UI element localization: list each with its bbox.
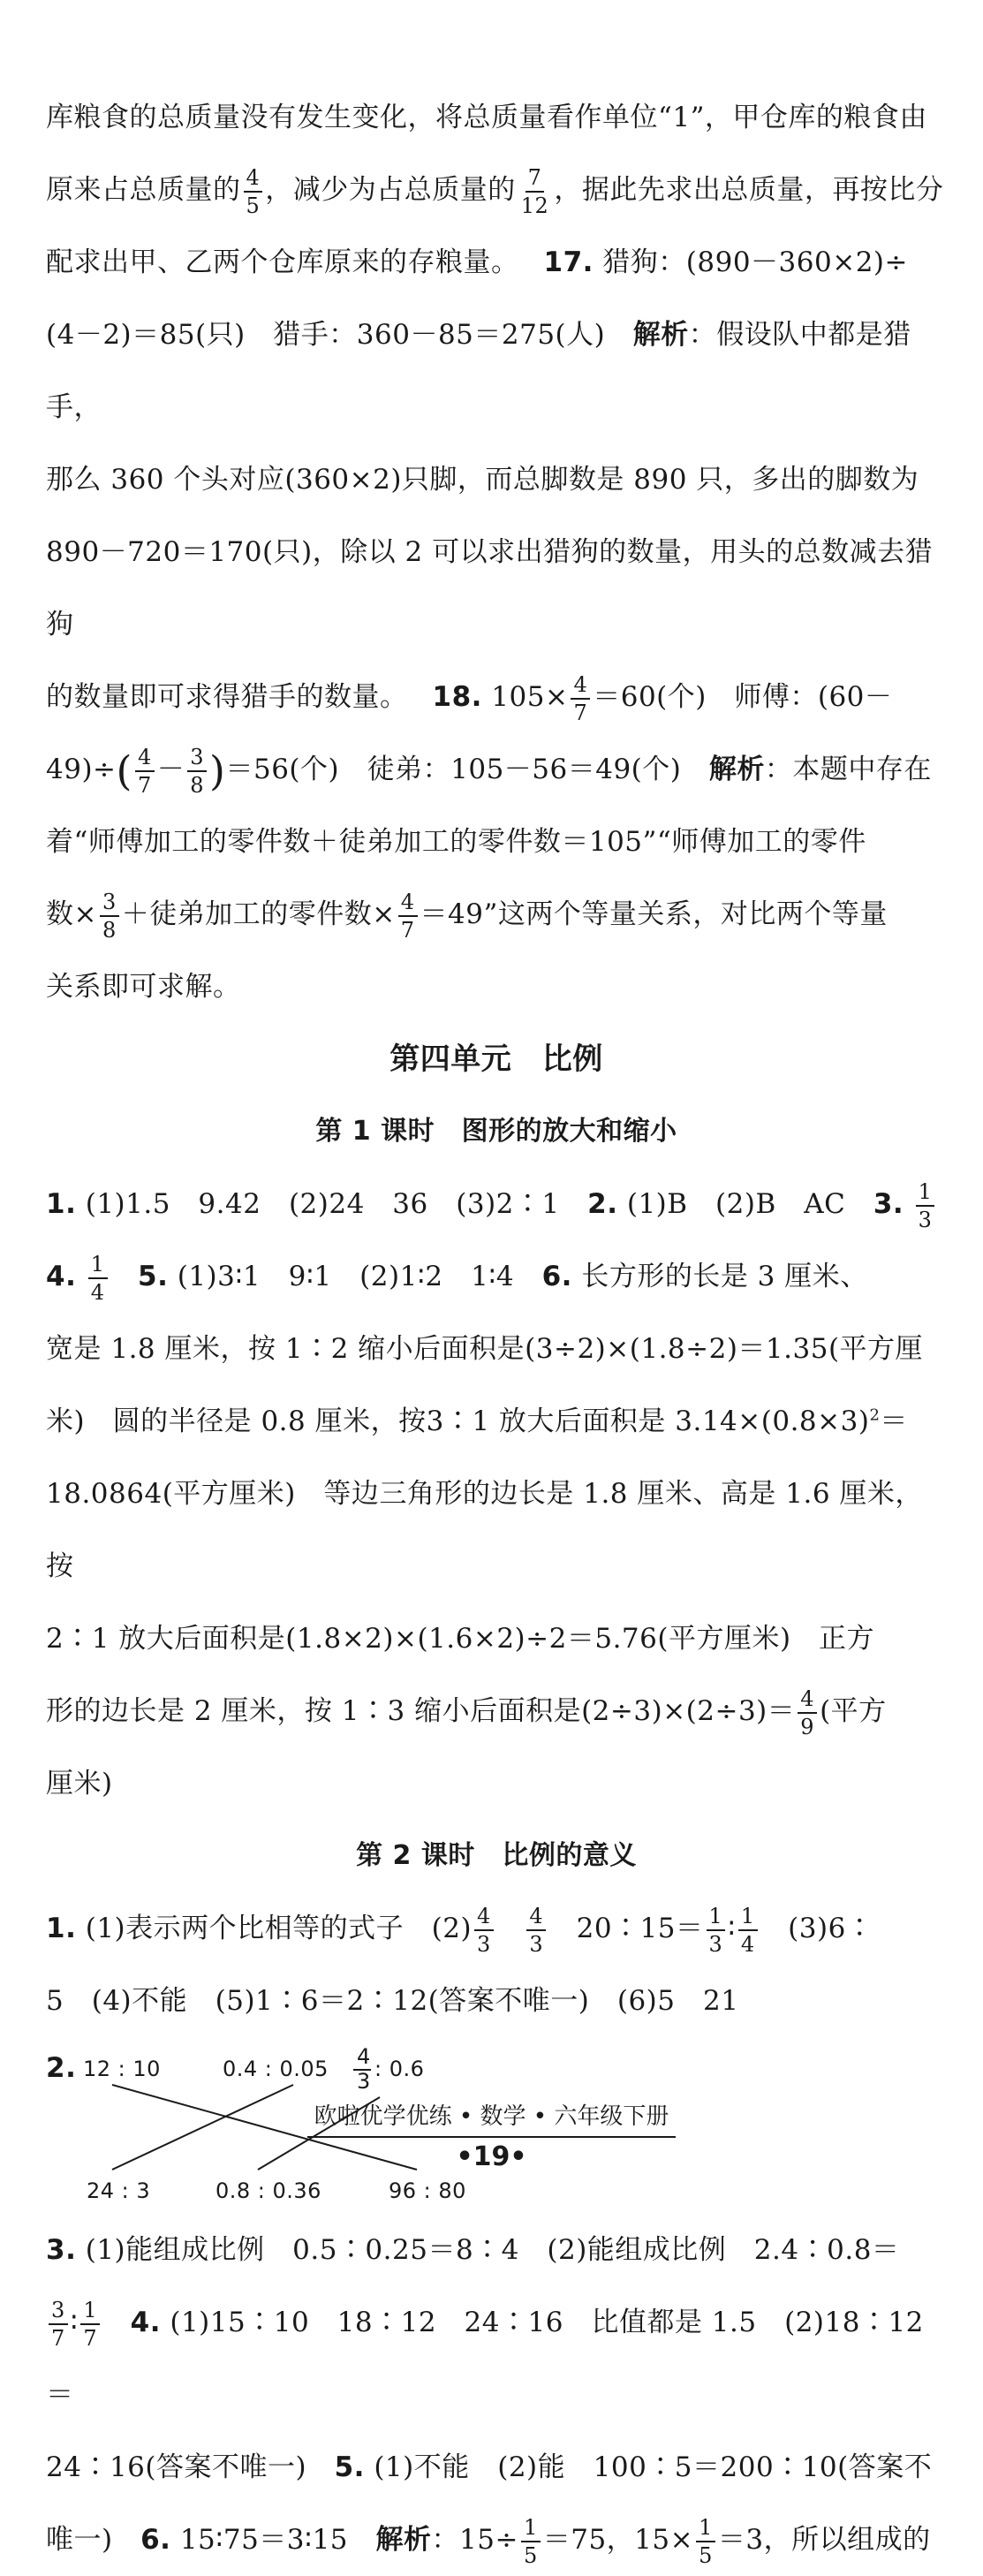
question-number: 2. bbox=[46, 2052, 77, 2084]
question-number: 17. bbox=[543, 246, 594, 278]
ratio-top-3-num: 4 bbox=[357, 2044, 371, 2069]
fraction: $\frac{1}{4}$ bbox=[738, 1903, 758, 1958]
text-line: (4－2)＝85(只) 猎手：360－85＝275(人) 解析：假设队中都是猎手， bbox=[46, 319, 911, 423]
text-line: 形的边长是 2 厘米，按 1∶3 缩小后面积是(2÷3)×(2÷3)＝ $\frac{4}{9}$ (平方 bbox=[46, 1686, 887, 1739]
text-line: 3. (1)能组成比例 0.5∶0.25＝8∶4 (2)能组成比例 2.4∶0.8＝ bbox=[46, 2234, 900, 2266]
text-line: 关系即可求解。 bbox=[46, 971, 241, 1003]
fraction: $\frac{7}{12}$ bbox=[520, 164, 549, 218]
fraction: $\frac{3}{8}$ bbox=[187, 744, 207, 799]
ratio-top-3: : 0.6 bbox=[374, 2057, 425, 2081]
text-line: 24∶16(答案不唯一) 5. (1)不能 (2)能 100∶5＝200∶10(答案不 bbox=[46, 2451, 933, 2483]
text-line: 米) 圆的半径是 0.8 厘米，按3∶1 放大后面积是 $3.14\times(0.8\times 3)^2=$ bbox=[46, 1405, 908, 1437]
answer-text bbox=[46, 81, 947, 2576]
fraction: $\frac{3}{7}$ bbox=[49, 2297, 68, 2352]
question-number: 4. bbox=[46, 1261, 77, 1292]
question-number: 3. bbox=[46, 2234, 77, 2266]
page-footer bbox=[0, 2098, 983, 2172]
book-title: 欧啦优学优练 • 数学 • 六年级下册 bbox=[307, 2098, 677, 2138]
fraction: $\frac{4}{7}$ bbox=[135, 744, 155, 799]
question-number: 6. bbox=[140, 2524, 171, 2556]
text-line: 49)÷( $\frac{4}{7}$ － $\frac{3}{8}$ )＝56(个) 徒弟：105－56＝49(个) 解析：本题中存在 bbox=[46, 744, 932, 798]
fraction: $\frac{1}{5}$ bbox=[521, 2514, 541, 2569]
ratio-top-1: 12 : 10 bbox=[83, 2057, 161, 2081]
question-number: 4. bbox=[130, 2307, 161, 2338]
question-number: 1. bbox=[46, 1188, 77, 1220]
unit-title: 第四单元 比例 bbox=[389, 1042, 603, 1077]
text-line: 唯一) 6. 15∶75＝3∶15 解析：15÷ $\frac{1}{5}$ ＝75，15× $\frac{1}{5}$ ＝3，所以组成的 bbox=[46, 2514, 931, 2568]
text-line: 4. $\frac{1}{4}$ 5. (1)3∶1 9∶1 (2)1∶2 1∶4 6. 长方形的长是 3 厘米、 bbox=[46, 1251, 868, 1305]
text-line: 原来占总质量的 $\frac{4}{5}$ ，减少为占总质量的 $\frac{7}{12}$ ，据此先求出总质量，再按比分 bbox=[46, 164, 944, 218]
text-line: 890－720＝170(只)，除以 2 可以求出猎狗的数量，用头的总数减去猎狗 bbox=[46, 536, 934, 640]
text-line: 1. (1)表示两个比相等的式子 (2) $\frac{4}{3}$ $\frac{4}{3}$ 20∶15＝ $\frac{1}{3}$ ∶ $\frac{1}{4}$ (3)6∶ bbox=[46, 1903, 874, 1957]
question-number: 5. bbox=[138, 1261, 169, 1292]
text-line: 着“师傅加工的零件数＋徒弟加工的零件数＝105”“师傅加工的零件 bbox=[46, 826, 866, 858]
text-line: 18.0864(平方厘米) 等边三角形的边长是 1.8 厘米、高是 1.6 厘米，按 bbox=[46, 1478, 923, 1582]
fraction: $\frac{1}{3}$ bbox=[916, 1178, 935, 1233]
text-line: 配求出甲、乙两个仓库原来的存粮量。 17. 猎狗：(890－360×2)÷ bbox=[46, 246, 908, 278]
fraction: $\frac{4}{3}$ bbox=[474, 1903, 494, 1958]
analysis-label: 解析 bbox=[375, 2524, 432, 2556]
text-line: 2∶1 放大后面积是(1.8×2)×(1.6×2)÷2＝5.76(平方厘米) 正方 bbox=[46, 1623, 875, 1655]
question-number: 2. bbox=[587, 1188, 618, 1220]
ratio-top-2: 0.4 : 0.05 bbox=[223, 2057, 329, 2081]
fraction: $\frac{4}{7}$ bbox=[398, 889, 418, 943]
text-line: 5 (4)不能 (5)1∶6＝2∶12(答案不唯一) (6)5 21 bbox=[46, 1985, 739, 2017]
question-number: 18. bbox=[432, 681, 482, 713]
lesson-title: 第 1 课时 图形的放大和缩小 bbox=[315, 1116, 677, 1147]
text-line: 那么 360 个头对应(360×2)只脚，而总脚数是 890 只，多出的脚数为 bbox=[46, 464, 919, 496]
ratio-bottom-3: 96 : 80 bbox=[389, 2178, 466, 2203]
ratio-top-3-den: 3 bbox=[357, 2069, 371, 2094]
text-line: $\frac{3}{7}$ ∶ $\frac{1}{7}$ 4. (1)15∶10 18∶12 24∶16 比值都是 1.5 (2)18∶12＝ bbox=[46, 2297, 924, 2411]
text-line: 宽是 1.8 厘米，按 1∶2 缩小后面积是(3÷2)×(1.8÷2)＝1.35(平方厘 bbox=[46, 1333, 924, 1365]
ratio-bottom-1: 24 : 3 bbox=[87, 2178, 151, 2203]
fraction: $\frac{4}{9}$ bbox=[798, 1686, 817, 1740]
fraction: $\frac{1}{5}$ bbox=[696, 2514, 715, 2569]
lesson-title: 第 2 课时 比例的意义 bbox=[356, 1840, 637, 1871]
fraction: $\frac{4}{5}$ bbox=[244, 164, 263, 219]
text-line: 数× $\frac{3}{8}$ ＋徒弟加工的零件数× $\frac{4}{7}$ ＝49”这两个等量关系，对比两个等量 bbox=[46, 889, 888, 943]
fraction: $\frac{4}{7}$ bbox=[571, 671, 590, 726]
fraction: $\frac{1}{3}$ bbox=[707, 1903, 726, 1958]
analysis-label: 解析 bbox=[632, 319, 689, 351]
fraction: $\frac{3}{8}$ bbox=[100, 889, 119, 943]
question-number: 5. bbox=[334, 2451, 365, 2483]
question-number: 1. bbox=[46, 1913, 77, 1944]
text-line: 1. (1)1.5 9.42 (2)24 36 (3)2∶1 2. (1)B (2)B AC 3. $\frac{1}{3}$ bbox=[46, 1168, 947, 1240]
text-line: 库粮食的总质量没有发生变化，将总质量看作单位“1”，甲仓库的粮食由 bbox=[46, 102, 927, 133]
question-number: 3. bbox=[873, 1188, 904, 1220]
text-line: 的数量即可求得猎手的数量。 18. 105× $\frac{4}{7}$ ＝60(个) 师傅：(60－ bbox=[46, 671, 893, 725]
fraction: $\frac{1}{4}$ bbox=[88, 1251, 108, 1306]
ratio-bottom-2: 0.8 : 0.36 bbox=[216, 2178, 321, 2203]
text-line: 厘米) bbox=[46, 1768, 113, 1799]
page-number: •19• bbox=[456, 2141, 527, 2172]
analysis-label: 解析 bbox=[708, 754, 765, 785]
fraction: $\frac{4}{3}$ bbox=[526, 1903, 546, 1958]
question-number: 6. bbox=[541, 1261, 572, 1292]
fraction: $\frac{1}{7}$ bbox=[80, 2297, 100, 2352]
